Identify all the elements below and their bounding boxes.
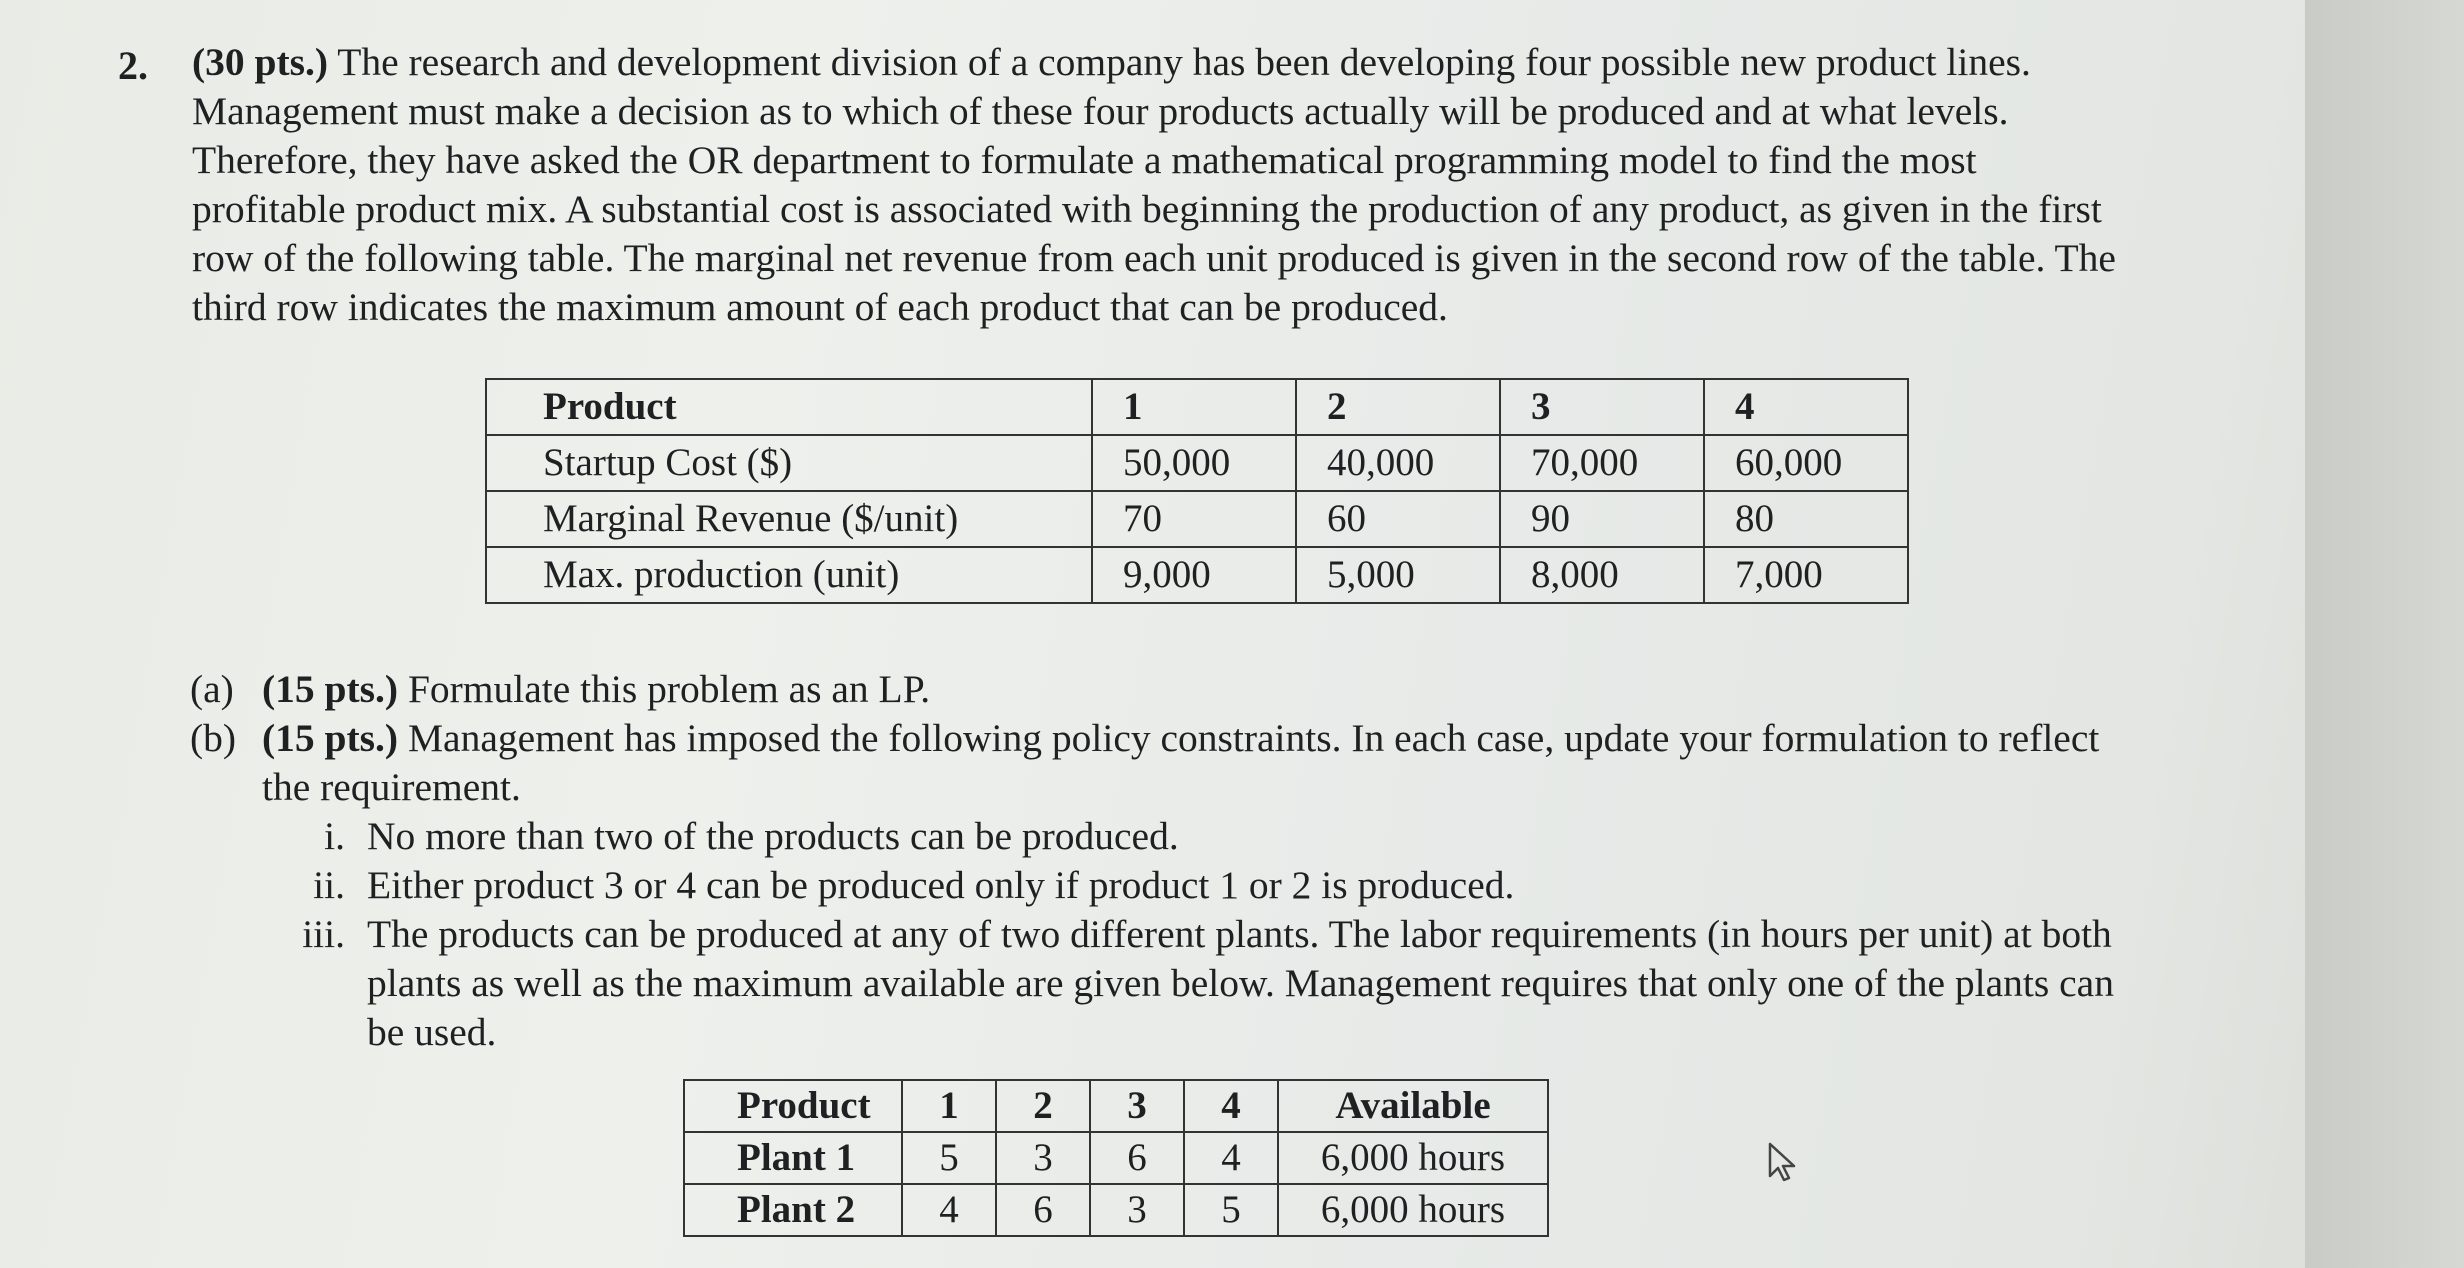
part-a-points: (15 pts.) (262, 667, 399, 711)
subpart-text: No more than two of the products can be produced. (367, 814, 1179, 858)
table-cell: 9,000 (1092, 547, 1296, 603)
subpart-text: Either product 3 or 4 can be produced only if product 1 or 2 is produced. (367, 863, 1515, 907)
labor-requirements-table (683, 1079, 1549, 1237)
table-header-cell: 4 (1704, 379, 1908, 435)
table-cell: 6,000 hours (1278, 1184, 1548, 1236)
table-header-cell: 3 (1090, 1080, 1184, 1132)
subpart-label: ii. (313, 863, 345, 907)
table-cell: 4 (1184, 1132, 1278, 1184)
table-cell: 80 (1704, 491, 1908, 547)
startup-cost-table (485, 378, 1909, 604)
list-item (265, 861, 2145, 910)
table-cell: 70 (1092, 491, 1296, 547)
question-parts (190, 665, 2140, 812)
table-cell: 70,000 (1500, 435, 1704, 491)
table-header-label: Product (684, 1080, 902, 1132)
problem-statement (192, 38, 2132, 332)
list-item (265, 812, 2145, 861)
row-label: Plant 1 (684, 1132, 902, 1184)
table-row (486, 491, 1908, 547)
table-row (486, 435, 1908, 491)
table-cell: 5,000 (1296, 547, 1500, 603)
table-header-cell: Available (1278, 1080, 1548, 1132)
table-cell: 6 (1090, 1132, 1184, 1184)
table-row (684, 1132, 1548, 1184)
part-b-label: (b) (190, 716, 237, 760)
table-cell: 5 (1184, 1184, 1278, 1236)
table-header-cell: 3 (1500, 379, 1704, 435)
table-cell: 6 (996, 1184, 1090, 1236)
table-row (684, 1184, 1548, 1236)
subpart-label: i. (324, 814, 345, 858)
mouse-pointer-icon (1764, 1140, 1808, 1184)
table-header-cell: 4 (1184, 1080, 1278, 1132)
part-a (190, 665, 2140, 714)
table-header-cell: 1 (902, 1080, 996, 1132)
subpart-text: The products can be produced at any of two different plants. The labor requirements (in hours per unit) at both plants as well as the maximum available are given below. Management requires that only one of the plants can be used. (367, 912, 2114, 1054)
row-label: Marginal Revenue ($/unit) (486, 491, 1092, 547)
table-row (684, 1080, 1548, 1132)
table-cell: 5 (902, 1132, 996, 1184)
table-cell: 50,000 (1092, 435, 1296, 491)
part-a-text: Formulate this problem as an LP. (407, 667, 931, 711)
table-header-label: Product (486, 379, 1092, 435)
table-cell: 4 (902, 1184, 996, 1236)
page-edge-shadow (2305, 0, 2464, 1268)
part-b-text: Management has imposed the following policy constraints. In each case, update your formulation to reflect the requirement. (262, 716, 2100, 809)
row-label: Max. production (unit) (486, 547, 1092, 603)
part-b-points: (15 pts.) (262, 716, 399, 760)
row-label: Plant 2 (684, 1184, 902, 1236)
table-cell: 3 (996, 1132, 1090, 1184)
table-cell: 60,000 (1704, 435, 1908, 491)
problem-number: 2. (118, 43, 148, 88)
list-item (265, 910, 2145, 1057)
table-cell: 7,000 (1704, 547, 1908, 603)
problem-points: (30 pts.) (192, 40, 329, 84)
part-b-body (262, 714, 2140, 812)
table-cell: 40,000 (1296, 435, 1500, 491)
table-header-cell: 2 (996, 1080, 1090, 1132)
table-header-cell: 1 (1092, 379, 1296, 435)
part-b (190, 714, 2140, 812)
part-a-label: (a) (190, 667, 234, 711)
problem-text: The research and development division of a company has been developing four possible new product lines. Management must make a decision as to which of these four products actually will be produced and at what levels. Therefore, they have asked the OR department to formulate a mathematical programming model to find the most profitable product mix. A substantial cost is associated with beginning the production of any product, as given in the first row of the following table. The marginal net revenue from each unit produced is given in the second row of the table. The third row indicates the maximum amount of each product that can be produced. (192, 40, 2116, 329)
table-row (486, 379, 1908, 435)
table-cell: 3 (1090, 1184, 1184, 1236)
table-header-cell: 2 (1296, 379, 1500, 435)
table-row (486, 547, 1908, 603)
table-cell: 6,000 hours (1278, 1132, 1548, 1184)
subparts-list (265, 812, 2145, 1057)
row-label: Startup Cost ($) (486, 435, 1092, 491)
part-a-body (262, 665, 930, 714)
table-cell: 60 (1296, 491, 1500, 547)
table-cell: 8,000 (1500, 547, 1704, 603)
subpart-label: iii. (302, 912, 345, 956)
table-cell: 90 (1500, 491, 1704, 547)
